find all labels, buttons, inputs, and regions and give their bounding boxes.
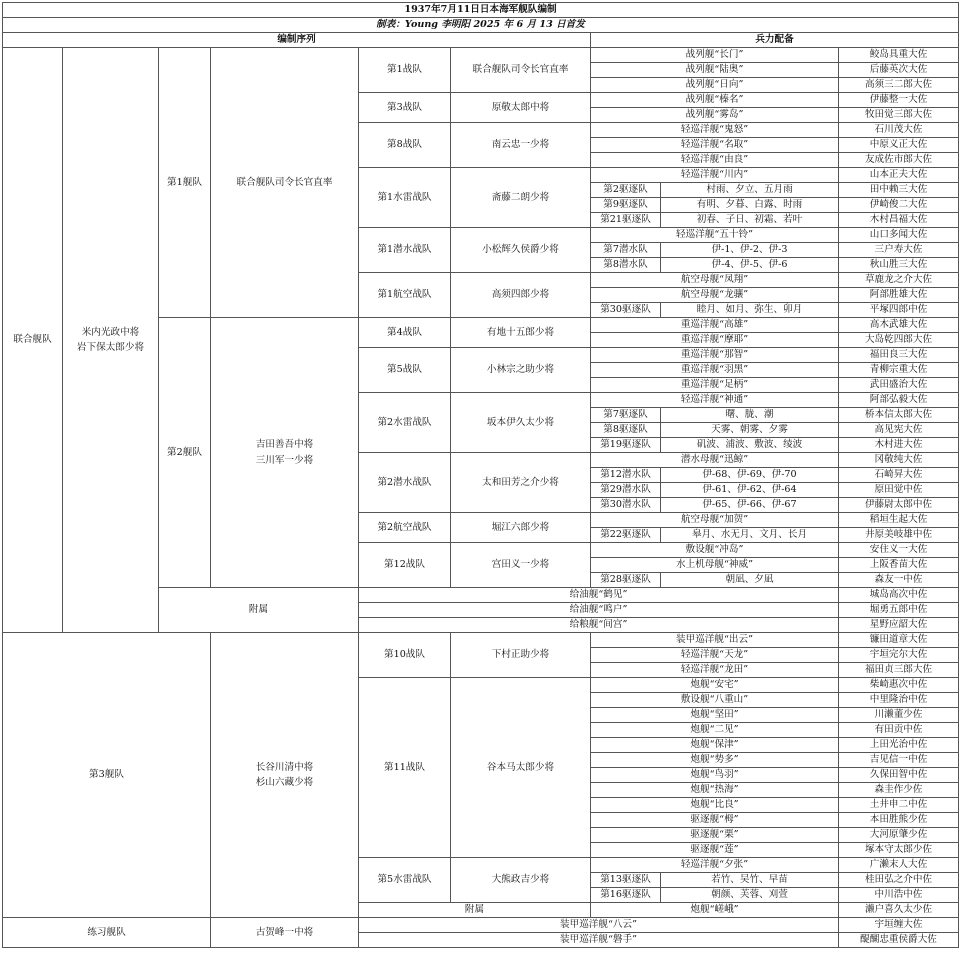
squadron-name: 第1航空战队 [359, 273, 451, 318]
ship-cell: 潜水母舰“迅鲸” [591, 453, 839, 468]
captain-cell: 石崎昇大佐 [839, 468, 959, 483]
squadron-name: 第8战队 [359, 123, 451, 168]
captain-cell: 高木武雄大佐 [839, 318, 959, 333]
ship-cell: 矶波、浦波、敷波、绫波 [661, 438, 839, 453]
captain-cell: 吉见信一中佐 [839, 753, 959, 768]
fleet-commanders [211, 633, 359, 918]
captain-cell: 土井申二中佐 [839, 798, 959, 813]
fleet-name: 第2舰队 [159, 318, 211, 588]
squadron-commander: 斋藤二朗少将 [451, 168, 591, 228]
ship-cell: 炮舰“势多” [591, 753, 839, 768]
combined-fleet-name: 联合舰队 [3, 48, 63, 633]
ship-cell: 若竹、吴竹、早苗 [661, 873, 839, 888]
combined-fleet-commanders [63, 48, 159, 633]
captain-cell: 青柳宗重大佐 [839, 363, 959, 378]
subtitle-row [3, 18, 959, 33]
unit-cell: 第30驱逐队 [591, 303, 661, 318]
captain-cell: 伊崎俊二大佐 [839, 198, 959, 213]
unit-cell: 第29潜水队 [591, 483, 661, 498]
ship-cell: 重巡洋舰“那智” [591, 348, 839, 363]
captain-cell: 冈敬纯大佐 [839, 453, 959, 468]
captain-cell: 秋山胜三大佐 [839, 258, 959, 273]
ship-cell: 给油舰“鸣户” [359, 603, 839, 618]
fleet-organization-document [0, 2, 960, 948]
ship-cell: 战列舰“日向” [591, 78, 839, 93]
captain-cell: 中里隆治中佐 [839, 693, 959, 708]
captain-cell: 宇垣完尔大佐 [839, 648, 959, 663]
unit-cell: 第13驱逐队 [591, 873, 661, 888]
squadron-name: 第11战队 [359, 678, 451, 858]
captain-cell: 井原美岐雄中佐 [839, 528, 959, 543]
ship-cell: 轻巡洋舰“鬼怒” [591, 123, 839, 138]
ship-cell: 敷设舰“八重山” [591, 693, 839, 708]
ship-cell: 航空母舰“加贺” [591, 513, 839, 528]
captain-cell: 上阪香苗大佐 [839, 558, 959, 573]
ship-cell: 炮舰“比良” [591, 798, 839, 813]
captain-cell: 大岛乾四郎大佐 [839, 333, 959, 348]
unit-cell: 第7驱逐队 [591, 408, 661, 423]
fleet-name: 第1舰队 [159, 48, 211, 318]
captain-cell: 伊藤尉太郎中佐 [839, 498, 959, 513]
unit-cell: 第22驱逐队 [591, 528, 661, 543]
fleet-commanders-line: 长谷川清中将 [255, 761, 314, 773]
ship-cell: 装甲巡洋舰“八云” [359, 918, 839, 933]
ship-cell: 敷设舰“冲岛” [591, 543, 839, 558]
ship-cell: 战列舰“陆奥” [591, 63, 839, 78]
ship-cell: 驱逐舰“莲” [591, 843, 839, 858]
captain-cell: 镰田道章大佐 [839, 633, 959, 648]
ship-cell: 初春、子日、初霜、若叶 [661, 213, 839, 228]
ship-cell: 战列舰“长门” [591, 48, 839, 63]
ship-cell: 炮舰“安宅” [591, 678, 839, 693]
captain-cell: 友成佐市郎大佐 [839, 153, 959, 168]
captain-cell: 广濑末人大佐 [839, 858, 959, 873]
ship-cell: 给粮舰“间宫” [359, 618, 839, 633]
ship-cell: 皋月、水无月、文月、长月 [661, 528, 839, 543]
squadron-name: 第5战队 [359, 348, 451, 393]
captain-cell: 高须三二郎大佐 [839, 78, 959, 93]
page-title: 1937年7月11日日本海军舰队编制 [3, 3, 959, 18]
captain-cell: 高见宪大佐 [839, 423, 959, 438]
captain-cell: 堀勇五郎中佐 [839, 603, 959, 618]
unit-cell: 第28驱逐队 [591, 573, 661, 588]
captain-cell: 森友一中佐 [839, 573, 959, 588]
squadron-name: 第4战队 [359, 318, 451, 348]
ship-cell: 战列舰“榛名” [591, 93, 839, 108]
title-row [3, 3, 959, 18]
captain-cell: 三户寿大佐 [839, 243, 959, 258]
unit-cell: 第21驱逐队 [591, 213, 661, 228]
fleet-commanders-line: 吉田善吾中将 [255, 439, 314, 451]
captain-cell: 醍醐忠重侯爵大佐 [839, 933, 959, 948]
squadron-name: 第12战队 [359, 543, 451, 588]
ship-cell: 炮舰“二见” [591, 723, 839, 738]
ship-cell: 伊-4、伊-5、伊-6 [661, 258, 839, 273]
ship-cell: 轻巡洋舰“天龙” [591, 648, 839, 663]
ship-cell: 炮舰“嵯峨” [591, 903, 839, 918]
attached-label: 附属 [159, 588, 359, 633]
ship-cell: 轻巡洋舰“龙田” [591, 663, 839, 678]
captain-cell: 山口多闻大佐 [839, 228, 959, 243]
squadron-commander: 联合舰队司令长官直率 [451, 48, 591, 93]
captain-cell: 田中赖三大佐 [839, 183, 959, 198]
ship-cell: 轻巡洋舰“由良” [591, 153, 839, 168]
captain-cell: 濑户喜久太少佐 [839, 903, 959, 918]
combined-fleet-commanders-line: 米内光政中将 [81, 326, 140, 338]
training-fleet-name: 练习舰队 [3, 918, 211, 948]
ship-cell: 炮舰“热海” [591, 783, 839, 798]
ship-cell: 朝颜、芙蓉、刈萱 [661, 888, 839, 903]
captain-cell: 稻垣生起大佐 [839, 513, 959, 528]
header-row [3, 33, 959, 48]
squadron-commander: 谷本马太郎少将 [451, 678, 591, 858]
ship-cell: 驱逐舰“栂” [591, 813, 839, 828]
squadron-commander: 坂本伊久太少将 [451, 393, 591, 453]
ship-cell: 重巡洋舰“摩耶” [591, 333, 839, 348]
ship-cell: 炮舰“鸟羽” [591, 768, 839, 783]
fleet-commanders-line: 三川军一少将 [255, 454, 314, 466]
unit-cell: 第9驱逐队 [591, 198, 661, 213]
squadron-commander: 小松辉久侯爵少将 [451, 228, 591, 273]
captain-cell: 城岛高次中佐 [839, 588, 959, 603]
squadron-commander: 有地十五郎少将 [451, 318, 591, 348]
squadron-name: 第5水雷战队 [359, 858, 451, 903]
squadron-name: 第2潜水战队 [359, 453, 451, 513]
captain-cell: 木村昌福大佐 [839, 213, 959, 228]
table-body [3, 3, 959, 948]
squadron-commander: 小林宗之助少将 [451, 348, 591, 393]
table-row [3, 48, 959, 63]
captain-cell: 福田良三大佐 [839, 348, 959, 363]
captain-cell: 阿部胜雄大佐 [839, 288, 959, 303]
captain-cell: 中原义正大佐 [839, 138, 959, 153]
ship-cell: 装甲巡洋舰“磐手” [359, 933, 839, 948]
captain-cell: 桂田弘之介中佐 [839, 873, 959, 888]
ship-cell: 水上机母舰“神威” [591, 558, 839, 573]
captain-cell: 武田盛治大佐 [839, 378, 959, 393]
captain-cell: 木村进大佐 [839, 438, 959, 453]
squadron-name: 第1潜水战队 [359, 228, 451, 273]
captain-cell: 星野应韶大佐 [839, 618, 959, 633]
ship-cell: 有明、夕暮、白露、时雨 [661, 198, 839, 213]
ship-cell: 战列舰“雾岛” [591, 108, 839, 123]
ship-cell: 轻巡洋舰“川内” [591, 168, 839, 183]
ship-cell: 轻巡洋舰“神通” [591, 393, 839, 408]
squadron-commander: 下村正助少将 [451, 633, 591, 678]
squadron-commander: 太和田芳之介少将 [451, 453, 591, 513]
fleet-commanders-line: 杉山六藏少将 [255, 777, 314, 788]
ship-cell: 朝凪、夕凪 [661, 573, 839, 588]
ship-cell: 曙、胧、潮 [661, 408, 839, 423]
captain-cell: 桥本信太郎大佐 [839, 408, 959, 423]
ship-cell: 航空母舰“凤翔” [591, 273, 839, 288]
captain-cell: 石川茂大佐 [839, 123, 959, 138]
ship-cell: 给油舰“鹤见” [359, 588, 839, 603]
captain-cell: 柴崎惠次中佐 [839, 678, 959, 693]
ship-cell: 装甲巡洋舰“出云” [591, 633, 839, 648]
captain-cell: 阿部弘毅大佐 [839, 393, 959, 408]
captain-cell: 宇垣缠大佐 [839, 918, 959, 933]
unit-cell: 第12潜水队 [591, 468, 661, 483]
captain-cell: 安住义一大佐 [839, 543, 959, 558]
unit-cell: 第7潜水队 [591, 243, 661, 258]
squadron-commander: 原敬太郎中将 [451, 93, 591, 123]
squadron-name: 第2航空战队 [359, 513, 451, 543]
captain-cell: 伊藤整一大佐 [839, 93, 959, 108]
captain-cell: 森圭作少佐 [839, 783, 959, 798]
unit-cell: 第2驱逐队 [591, 183, 661, 198]
squadron-name: 第1战队 [359, 48, 451, 93]
page-subtitle: 制表：Young 李明阳 2025 年 6 月 13 日首发 [3, 18, 959, 33]
captain-cell: 本田胜熊少佐 [839, 813, 959, 828]
squadron-commander: 高须四郎少将 [451, 273, 591, 318]
fleet-commander: 联合舰队司令长官直率 [211, 48, 359, 318]
ship-cell: 睦月、如月、弥生、卯月 [661, 303, 839, 318]
captain-cell: 草鹿龙之介大佐 [839, 273, 959, 288]
squadron-name: 第2水雷战队 [359, 393, 451, 453]
unit-cell: 第19驱逐队 [591, 438, 661, 453]
ship-cell: 天雾、朝雾、夕雾 [661, 423, 839, 438]
table-row [3, 918, 959, 933]
squadron-name: 第3战队 [359, 93, 451, 123]
ship-cell: 轻巡洋舰“五十铃” [591, 228, 839, 243]
unit-cell: 第16驱逐队 [591, 888, 661, 903]
captain-cell: 平塚四郎中佐 [839, 303, 959, 318]
attached-label: 附属 [359, 903, 591, 918]
ship-cell: 重巡洋舰“高雄” [591, 318, 839, 333]
unit-cell: 第8潜水队 [591, 258, 661, 273]
fleet-organization-table [2, 2, 959, 948]
combined-fleet-commanders-line: 岩下保太郎少将 [76, 342, 145, 353]
ship-cell: 村雨、夕立、五月雨 [661, 183, 839, 198]
ship-cell: 轻巡洋舰“名取” [591, 138, 839, 153]
squadron-commander: 宫田义一少将 [451, 543, 591, 588]
ship-cell: 轻巡洋舰“夕张” [591, 858, 839, 873]
ship-cell: 航空母舰“龙骧” [591, 288, 839, 303]
captain-cell: 大河原肇少佐 [839, 828, 959, 843]
ship-cell: 伊-61、伊-62、伊-64 [661, 483, 839, 498]
ship-cell: 重巡洋舰“足柄” [591, 378, 839, 393]
captain-cell: 上田光治中佐 [839, 738, 959, 753]
captain-cell: 有田贡中佐 [839, 723, 959, 738]
captain-cell: 中川浩中佐 [839, 888, 959, 903]
ship-cell: 重巡洋舰“羽黑” [591, 363, 839, 378]
squadron-name: 第10战队 [359, 633, 451, 678]
squadron-commander: 堀江六郎少将 [451, 513, 591, 543]
captain-cell: 后藤英次大佐 [839, 63, 959, 78]
squadron-commander: 大熊政吉少将 [451, 858, 591, 903]
unit-cell: 第30潜水队 [591, 498, 661, 513]
header-org: 编制序列 [3, 33, 591, 48]
captain-cell: 久保田智中佐 [839, 768, 959, 783]
ship-cell: 驱逐舰“栗” [591, 828, 839, 843]
header-forces: 兵力配备 [591, 33, 959, 48]
captain-cell: 川濑董少佐 [839, 708, 959, 723]
captain-cell: 福田贞三郎大佐 [839, 663, 959, 678]
captain-cell: 山本正夫大佐 [839, 168, 959, 183]
squadron-commander: 南云忠一少将 [451, 123, 591, 168]
unit-cell: 第8驱逐队 [591, 423, 661, 438]
ship-cell: 伊-65、伊-66、伊-67 [661, 498, 839, 513]
squadron-name: 第1水雷战队 [359, 168, 451, 228]
fleet-commanders [211, 318, 359, 588]
table-row [3, 633, 959, 648]
ship-cell: 炮舰“保津” [591, 738, 839, 753]
captain-cell: 鲛岛具重大佐 [839, 48, 959, 63]
ship-cell: 伊-1、伊-2、伊-3 [661, 243, 839, 258]
captain-cell: 原田觉中佐 [839, 483, 959, 498]
ship-cell: 炮舰“坚田” [591, 708, 839, 723]
captain-cell: 塚本守太郎少佐 [839, 843, 959, 858]
training-fleet-commander: 古贺峰一中将 [211, 918, 359, 948]
fleet-name: 第3舰队 [3, 633, 211, 918]
captain-cell: 牧田觉三郎大佐 [839, 108, 959, 123]
ship-cell: 伊-68、伊-69、伊-70 [661, 468, 839, 483]
